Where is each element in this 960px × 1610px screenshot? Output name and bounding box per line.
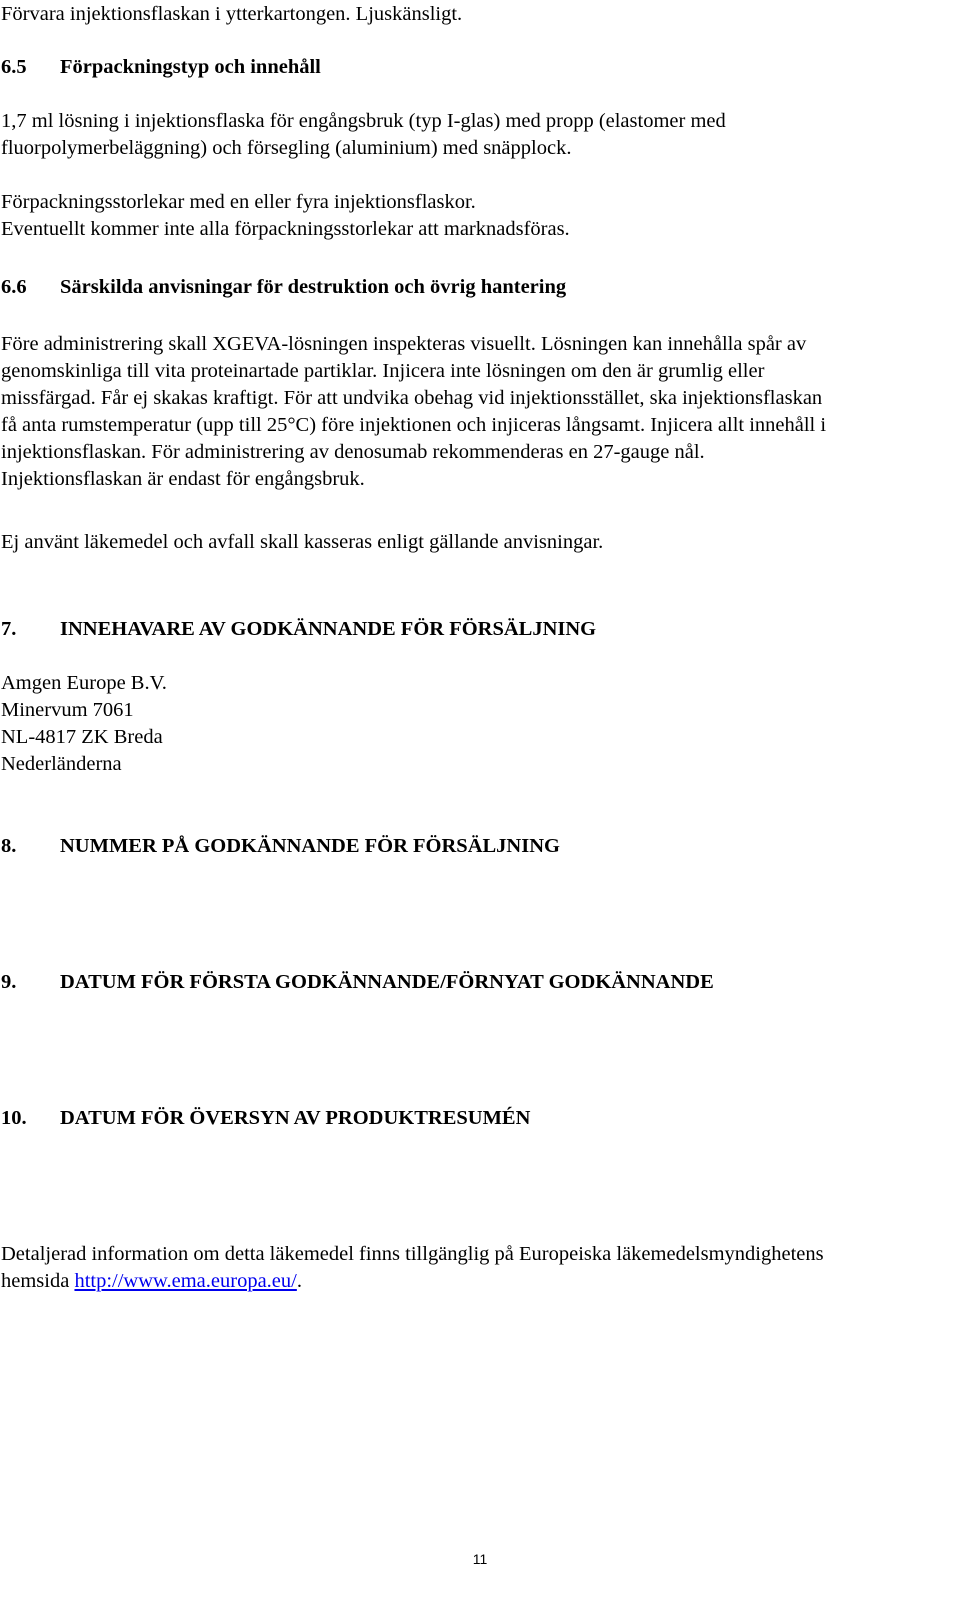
section-6-6-heading bbox=[1, 274, 566, 301]
ema-website-link[interactable]: http://www.ema.europa.eu/ bbox=[74, 1270, 297, 1292]
section-title: NUMMER PÅ GODKÄNNANDE FÖR FÖRSÄLJNING bbox=[60, 835, 560, 857]
section-title: Särskilda anvisningar för destruktion och övrig hantering bbox=[60, 276, 567, 298]
paragraph-line: Eventuellt kommer inte alla förpackningsstorlekar att marknadsföras. bbox=[1, 218, 570, 240]
section-7-heading bbox=[1, 616, 596, 643]
section-title: DATUM FÖR ÖVERSYN AV PRODUKTRESUMÉN bbox=[60, 1107, 531, 1129]
paragraph-line: Ej använt läkemedel och avfall skall kasseras enligt gällande anvisningar. bbox=[1, 531, 604, 553]
page-number: 11 bbox=[472, 1551, 488, 1567]
paragraph-line: missfärgad. Får ej skakas kraftigt. För att undvika obehag vid injektionsstället, ska injektionsflaskan bbox=[1, 387, 823, 409]
address-line: Nederländerna bbox=[1, 753, 122, 775]
paragraph-line: få anta rumstemperatur (upp till 25°C) före injektionen och injiceras långsamt. Injicera allt innehåll i bbox=[1, 414, 827, 436]
section-10-heading bbox=[1, 1105, 530, 1132]
section-title: Förpackningstyp och innehåll bbox=[60, 56, 321, 78]
paragraph-line: fluorpolymerbeläggning) och försegling (aluminium) med snäpplock. bbox=[1, 137, 572, 159]
section-6-5-heading bbox=[1, 54, 321, 81]
address-line: Amgen Europe B.V. bbox=[1, 672, 167, 694]
paragraph-line: injektionsflaskan. För administrering av denosumab rekommenderas en 27-gauge nål. bbox=[1, 441, 705, 463]
section-number: 6.6 bbox=[1, 276, 27, 298]
section-number: 8. bbox=[1, 835, 17, 857]
paragraph-line: Förpackningsstorlekar med en eller fyra injektionsflaskor. bbox=[1, 191, 476, 213]
section-number: 10. bbox=[1, 1107, 27, 1129]
section-title: DATUM FÖR FÖRSTA GODKÄNNANDE/FÖRNYAT GODKÄNNANDE bbox=[60, 971, 714, 993]
info-line: Detaljerad information om detta läkemedel finns tillgänglig på Europeiska läkemedelsmyndighetens bbox=[1, 1243, 824, 1265]
section-8-heading bbox=[1, 833, 560, 860]
paragraph-line: 1,7 ml lösning i injektionsflaska för engångsbruk (typ I-glas) med propp (elastomer med bbox=[1, 110, 726, 132]
section-number: 9. bbox=[1, 971, 17, 993]
paragraph-line: Injektionsflaskan är endast för engångsbruk. bbox=[1, 468, 365, 490]
section-9-heading bbox=[1, 969, 714, 996]
paragraph-line: Före administrering skall XGEVA-lösningen inspekteras visuellt. Lösningen kan innehålla spår av bbox=[1, 333, 807, 355]
storage-note: Förvara injektionsflaskan i ytterkartongen. Ljuskänsligt. bbox=[1, 3, 463, 25]
section-number: 7. bbox=[1, 618, 17, 640]
paragraph-line: genomskinliga till vita proteinartade partiklar. Injicera inte lösningen om den är grumlig eller bbox=[1, 360, 765, 382]
info-prefix: hemsida bbox=[1, 1270, 75, 1292]
section-number: 6.5 bbox=[1, 56, 27, 78]
info-suffix: . bbox=[296, 1270, 302, 1292]
info-line bbox=[1, 1268, 302, 1295]
address-line: NL-4817 ZK Breda bbox=[1, 726, 163, 748]
section-title: INNEHAVARE AV GODKÄNNANDE FÖR FÖRSÄLJNING bbox=[60, 618, 597, 640]
address-line: Minervum 7061 bbox=[1, 699, 134, 721]
